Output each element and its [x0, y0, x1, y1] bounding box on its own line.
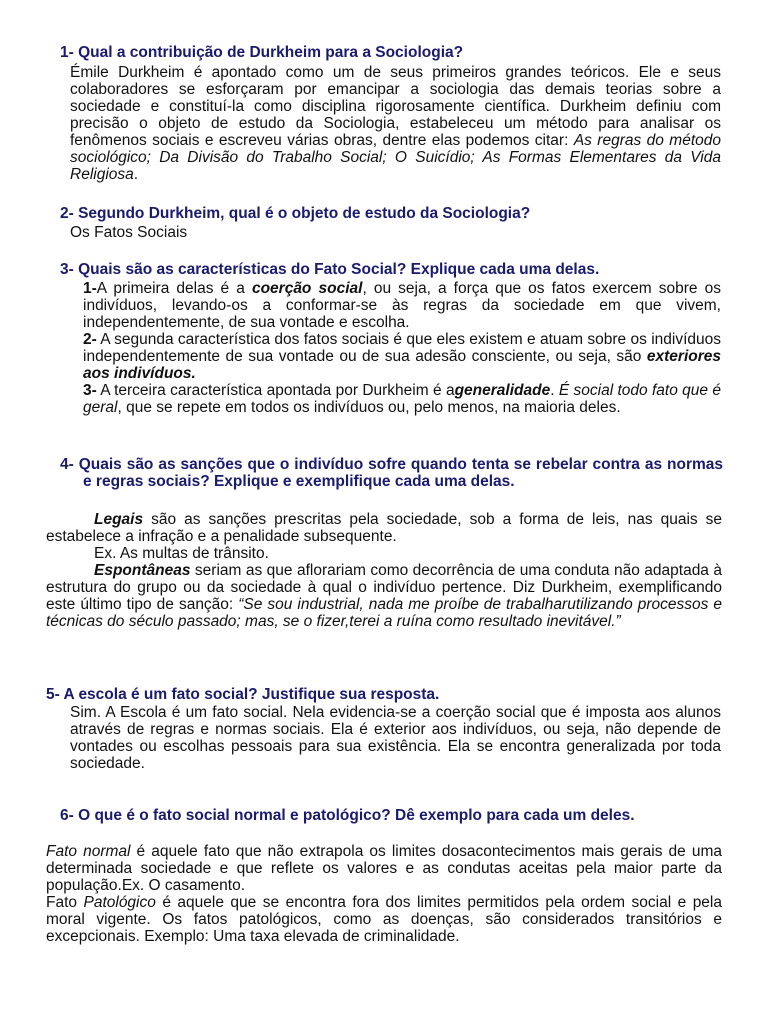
- characteristic-2-text: A segunda característica dos fatos sociais é que eles existem e atuam sobre os indivíduos independentemente de sua vontade ou de sua adesão consciente, ou seja, são: [83, 331, 721, 365]
- pathological-fact-prefix: Fato: [46, 894, 84, 911]
- characteristic-1-rest: , ou seja, a força que os fatos exercem sobre os indivíduos, levando-os a conformar-se às regras da sociedade em que vivem, independentemente, de sua vontade e escolha.: [83, 280, 722, 331]
- answer-1-works: As regras do método sociológico; Da Divisão do Trabalho Social; O Suicídio; As Formas Elementares da Vida Religiosa: [70, 132, 721, 183]
- characteristic-2-number: 2-: [83, 331, 97, 348]
- answer-5: Sim. A Escola é um fato social. Nela evidencia-se a coerção social que é imposta aos alunos através de regras e normas sociais. Ela é exterior aos indivíduos, ou seja, não depende de vontades ou escolhas pessoais para sua existência. Ela se encontra generalizada por toda sociedade.: [70, 704, 721, 772]
- answer-1-end: .: [133, 166, 139, 183]
- question-2: 2- Segundo Durkheim, qual é o objeto de estudo da Sociologia?: [60, 205, 531, 222]
- characteristic-3-term: generalidade: [454, 382, 551, 399]
- question-4: [60, 456, 723, 490]
- answer-3: [83, 280, 721, 416]
- characteristic-1-term: coerção social: [251, 280, 363, 297]
- normal-fact: [46, 843, 722, 894]
- sanction-spontaneous-text: seriam as que aflorariam como decorrência de uma conduta não adaptada à estrutura do grupo ou da sociedade à qual o indivíduo pertence. Diz Durkheim, exemplificando este último tipo de sanção:: [46, 562, 722, 613]
- question-1: 1- Qual a contribuição de Durkheim para a Sociologia?: [60, 44, 464, 61]
- pathological-fact: [46, 894, 722, 945]
- sanction-legal-text: são as sanções prescritas pela sociedade, sob a forma de leis, nas quais se estabelece a infração e a penalidade subsequente.: [46, 511, 722, 545]
- answer-6: [46, 843, 722, 945]
- sanction-legal: [46, 511, 722, 545]
- question-6: [60, 807, 723, 824]
- question-3: 3- Quais são as características do Fato Social? Explique cada uma delas.: [60, 261, 600, 278]
- characteristic-3-number: 3-: [83, 382, 97, 399]
- characteristic-1-number: 1-: [83, 280, 97, 297]
- characteristic-2: [83, 331, 721, 382]
- sanction-legal-term: Legais: [94, 511, 144, 528]
- question-6-text: 6- O que é o fato social normal e patológico? Dê exemplo para cada um deles.: [60, 807, 635, 824]
- characteristic-2-term: exteriores aos indivíduos.: [83, 348, 721, 382]
- question-5: 5- A escola é um fato social? Justifique sua resposta.: [46, 686, 440, 703]
- answer-1: [70, 64, 721, 183]
- pathological-fact-text: é aquele que se encontra fora dos limites permitidos pela ordem social e pela moral vigente. Os fatos patológicos, como as doenças, são considerados transitórios e excepcionais. Exemplo: Uma taxa elevada de criminalidade.: [46, 894, 722, 945]
- durkheim-quote: “Se sou industrial, nada me proíbe de trabalharutilizando processos e técnicas do século passado; mas, se o fizer,terei a ruína como resultado inevitável.”: [46, 596, 722, 630]
- normal-fact-text: é aquele fato que não extrapola os limites dosacontecimentos mais gerais de uma determinada sociedade e que reflete os valores e as condutas aceitas pela maior parte da população.Ex. O casamento.: [46, 843, 722, 894]
- sanction-spontaneous: [46, 562, 722, 630]
- answer-2: Os Fatos Sociais: [70, 224, 188, 241]
- characteristic-3-text: A terceira característica apontada por Durkheim é a: [96, 382, 455, 399]
- characteristic-3: [83, 382, 721, 416]
- sanction-example: Ex. As multas de trânsito.: [94, 545, 269, 562]
- sanction-spontaneous-term: Espontâneas: [94, 562, 191, 579]
- characteristic-3-sep: .: [550, 382, 559, 399]
- characteristic-1: [83, 280, 721, 331]
- characteristic-3-rest: , que se repete em todos os indivíduos ou, pelo menos, na maioria deles.: [117, 399, 621, 416]
- question-4-text: 4- Quais são as sanções que o indivíduo sofre quando tenta se rebelar contra as normas e regras sociais? Explique e exemplifique cada uma delas.: [60, 456, 723, 490]
- answer-1-text: Émile Durkheim é apontado como um de seus primeiros grandes teóricos. Ele e seus colaboradores se esforçaram por emancipar a sociologia das demais teorias sobre a sociedade e constituí-la como disciplina rigorosamente científica. Durkheim definiu com precisão o objeto de estudo da Sociologia, estabeleceu um método para analisar os fenômenos sociais e escreveu várias obras, dentre elas podemos citar:: [70, 64, 721, 149]
- characteristic-1-text: A primeira delas é a: [96, 280, 252, 297]
- characteristic-3-definition: É social todo fato que é geral: [83, 382, 721, 416]
- answer-4: [46, 511, 722, 630]
- pathological-fact-term: Patológico: [83, 894, 156, 911]
- normal-fact-term: Fato normal: [46, 843, 131, 860]
